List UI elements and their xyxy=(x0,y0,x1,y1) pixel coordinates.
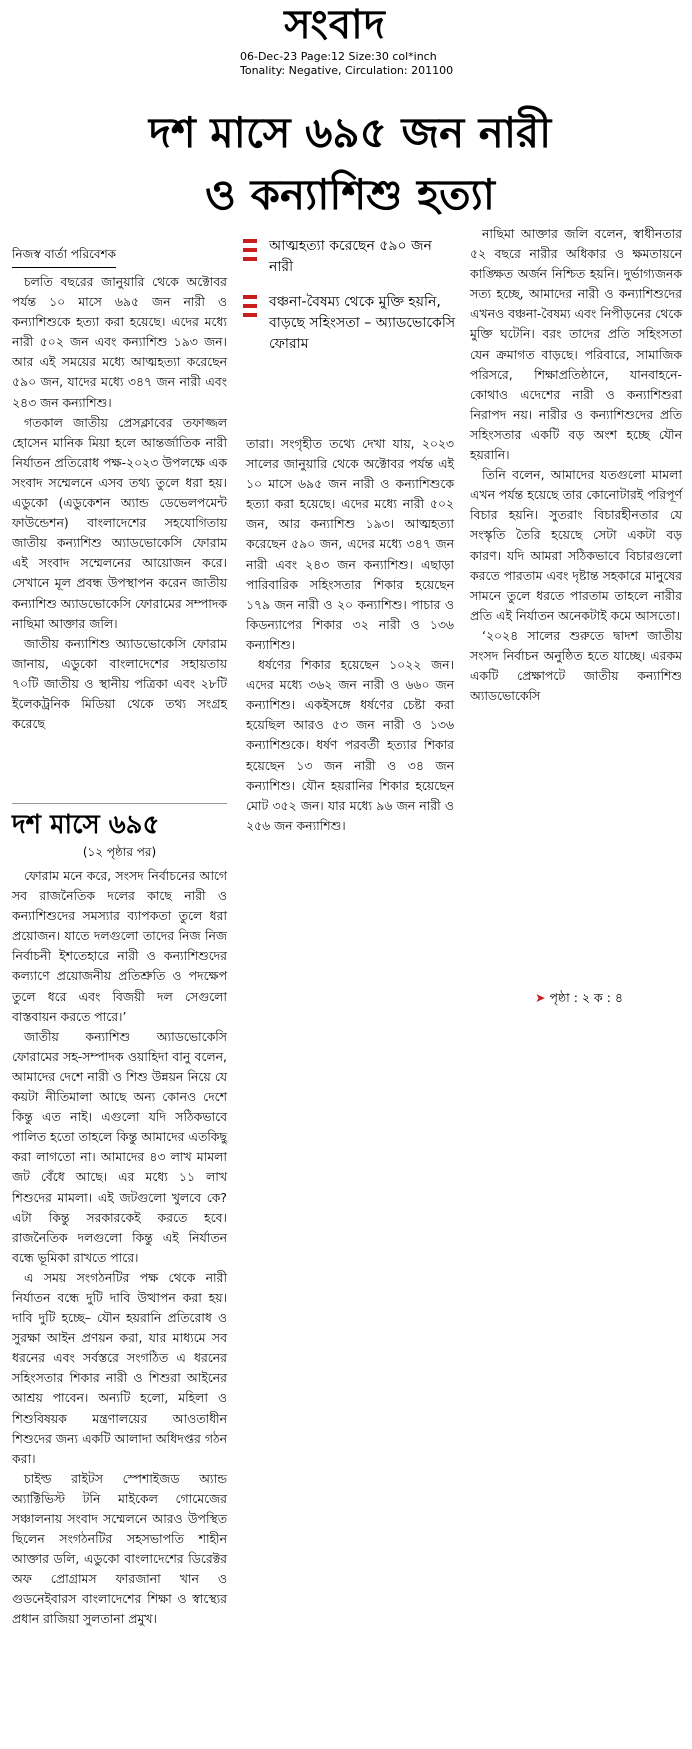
paragraph: ধর্ষণের শিকার হয়েছেন ১০২২ জন। এদের মধ্যে ৩৬২ জন নারী ও ৬৬০ জন কন্যাশিশু। একইসঙ্গে ধর্ষণের চেষ্টা করা হয়েছিল আরও ৫৩ জন নারী ও ১৩৬ কন্যাশিশুকে। ধর্ষণ পরবর্তী হত্যার শিকার হয়েছেন ১৩ জন নারী ও ৩৪ জন কন্যাশিশু। যৌন হয়রানির শিকার হয়েছেন মোট ৩৫২ জন। যার মধ্যে ৯৬ জন নারী ও ২৫৬ জন কন্যাশিশু। xyxy=(246,657,454,833)
paragraph: জাতীয় কন্যাশিশু অ্যাডভোকেসি ফোরাম জানায়, এডুকো বাংলাদেশের সহায়তায় ৭০টি জাতীয় ও স্থানীয় পত্রিকা এবং ২৮টি ইলেকট্রনিক মিডিয়া থেকে তথ্য সংগ্রহ করেছে xyxy=(12,635,227,732)
continuation-column xyxy=(12,866,227,1630)
page-ref-text: পৃষ্ঠা : ২ ক : ৪ xyxy=(549,990,624,1005)
highlight-box-suicide xyxy=(243,236,458,278)
paragraph: তারা। সংগৃহীত তথ্যে দেখা যায়, ২০২৩ সালের জানুয়ারি থেকে অক্টোবর পর্যন্ত এই ১০ মাসে ৬৯৫ জন নারী ও কন্যাশিশুকে হত্যা করা হয়েছে। এদের মধ্যে নারী ৫০২ জন, আর কন্যাশিশু ১৯৩। আত্মহত্যা করেছেন ৫৯০ জন, এদের মধ্যে ৩৪৭ জন নারী এবং ২৪৩ জন কন্যাশিশু। এছাড়া পারিবারিক সহিংসতার শিকার হয়েছেন ১৭৯ জন নারী ও ২০ কন্যাশিশু। পাচার ও কিডন্যাপের শিকার ৩২ নারী ও ১৩৬ কন্যাশিশু। xyxy=(246,436,454,652)
article-headline xyxy=(55,102,645,226)
paragraph: ফোরাম মনে করে, সংসদ নির্বাচনের আগে সব রাজনৈতিক দলের কাছে নারী ও কন্যাশিশুদের সমস্যার ব্যাপকতা তুলে ধরা প্রয়োজন। যাতে দলগুলো তাদের নিজ নিজ নির্বাচনী ইশতেহারে নারী ও কন্যাশিশুদের কল্যাণে প্রয়োজনীয় প্রতিশ্রুতি ও পদক্ষেপ তুলে ধরে এবং বিজয়ী দল সেগুলো বাস্তবায়ন করতে পারে।’ xyxy=(12,868,227,1024)
clipping-meta-tonality: Tonality: Negative, Circulation: 201100 xyxy=(240,64,454,77)
red-bars-icon xyxy=(243,295,257,322)
highlight-box-forum xyxy=(243,292,458,355)
continuation-subtitle: (১২ পৃষ্ঠার পর) xyxy=(82,845,157,859)
paragraph: চাইল্ড রাইটস স্পেশাইজড অ্যান্ড অ্যাক্টিভিস্ট টনি মাইকেল গোমেজের সঞ্চালনায় সংবাদ সম্মেলনে আরও উপস্থিত ছিলেন সংগঠনটির সহসভাপতি শাহীন আক্তার ডলি, এডুকো বাংলাদেশের ডিরেক্টর অফ প্রোগ্রামস ফারজানা খান ও গুডনেইবারস বাংলাদেশের শিক্ষা ও স্বাস্থ্যের প্রধান রাজিয়া সুলতানা প্রমুখ। xyxy=(12,1470,227,1627)
paragraph: চলতি বছরের জানুয়ারি থেকে অক্টোবর পর্যন্ত ১০ মাসে ৬৯৫ জন নারী ও কন্যাশিশুকে হত্যা করা হয়েছে। এদের মধ্যে নারী ৫০২ জন এবং কন্যাশিশু ১৯৩ জন। আর এই সময়ের মধ্যে আত্মহত্যা করেছেন ৫৯০ জন, যাদের মধ্যে ৩৪৭ জন নারী এবং ২৪৩ জন কন্যাশিশু। xyxy=(12,274,227,410)
article-column-1 xyxy=(12,272,227,734)
continuation-headline: দশ মাসে ৬৯৫ xyxy=(12,810,160,840)
clipping-meta xyxy=(240,50,500,78)
paragraph: ‘২০২৪ সালের শুরুতে দ্বাদশ জাতীয় সংসদ নির্বাচন অনুষ্ঠিত হতে যাচ্ছে। এরকম একটি প্রেক্ষাপটে জাতীয় কন্যাশিশু অ্যাডভোকেসি xyxy=(470,627,682,704)
paragraph: নাছিমা আক্তার জলি বলেন, স্বাধীনতার ৫২ বছরে নারীর অধিকার ও ক্ষমতায়নে কাঙ্ক্ষিত অর্জন নিশ্চিত হয়নি। দুর্ভাগ্যজনক সত্য হচ্ছে, আমাদের নারী ও কন্যাশিশুদের এখনও বঞ্চনা-বৈষম্য এবং নিপীড়নের থেকে মুক্তি ঘটেনি। বরং তাদের প্রতি সহিংসতা যেন ক্রমাগত বাড়ছে। পরিবারে, সামাজিক পরিসরে, শিক্ষাপ্রতিষ্ঠানে, যানবাহনে-কোথাও এদেশের নারী ও কন্যাশিশুরা নিরাপদ নয়। নারীর ও কন্যাশিশুদের প্রতি সহিংসতার একটি বড় অংশ হচ্ছে যৌন হয়রানি। xyxy=(470,226,682,463)
headline-line-2: ও কন্যাশিশু হত্যা xyxy=(205,170,495,219)
newspaper-masthead: সংবাদ xyxy=(284,2,386,48)
paragraph: তিনি বলেন, আমাদের যতগুলো মামলা এখন পর্যন্ত হয়েছে তার কোনোটারই পরিপূর্ণ বিচার হয়নি। সুতরাং বিচারহীনতার যে সংস্কৃতি তৈরি হয়েছে সেটা একটা বড় কারণ। যদি আমরা সঠিকভাবে বিচারগুলো করতে পারতাম এবং দৃষ্টান্ত সহকারে মানুষের সামনে তুলে ধরতে পারতাম তাহলে নারীর প্রতি এই নির্যাতন অনেকটাই কমে আসতো। xyxy=(470,467,682,623)
headline-line-1: দশ মাসে ৬৯৫ জন নারী xyxy=(148,108,552,157)
byline: নিজস্ব বার্তা পরিবেশক xyxy=(12,246,116,268)
continued-on-page-ref xyxy=(535,990,623,1010)
paragraph: গতকাল জাতীয় প্রেসক্লাবের তফাজ্জল হোসেন মানিক মিয়া হলে আন্তর্জাতিক নারী নির্যাতন প্রতিরোধ পক্ষ-২০২৩ উপলক্ষে এক সংবাদ সম্মেলনে এসব তথ্য তুলে ধরা হয়। এডুকো (এডুকেশন অ্যান্ড ডেভেলপমেন্ট ফাউন্ডেশন) বাংলাদেশের সহযোগিতায় জাতীয় কন্যাশিশু অ্যাডভোকেসি ফোরাম এই সংবাদ সম্মেলনের আয়োজন করে। সেখানে মূল প্রবন্ধ উপস্থাপন করেন জাতীয় কন্যাশিশু অ্যাডভোকেসি ফোরামের সম্পাদক নাছিমা আক্তার জলি। xyxy=(12,414,227,631)
clipping-meta-date-size: 06-Dec-23 Page:12 Size:30 col*inch xyxy=(240,50,437,63)
red-bars-icon xyxy=(243,239,257,266)
highlight-text: আত্মহত্যা করেছেন ৫৯০ জন নারী xyxy=(269,238,432,275)
highlight-text: বঞ্চনা-বৈষম্য থেকে মুক্তি হয়নি, বাড়ছে সহিংসতা – অ্যাডভোকেসি ফোরাম xyxy=(269,294,456,352)
divider xyxy=(12,803,227,804)
article-column-3 xyxy=(470,224,682,706)
paragraph: জাতীয় কন্যাশিশু অ্যাডভোকেসি ফোরামের সহ-সম্পাদক ওয়াহিদা বানু বলেন, আমাদের দেশে নারী ও শিশু উন্নয়ন নিয়ে যে কয়টা নীতিমালা আছে অন্য কোনও দেশে কিন্তু এত নাই। এগুলো যদি সঠিকভাবে পালিত হতো তাহলে কিন্তু আমাদের এতকিছু করা লাগতো না। আমাদের ৪৩ লাখ মামলা জট বেঁধে আছে। এর মধ্যে ১১ লাখ শিশুদের মামলা। এই জটগুলো খুলবে কে? এটা কিন্তু সরকারকেই করতে হবে। রাজনৈতিক দলগুলো কিন্তু এই নির্যাতন বন্ধে ভূমিকা রাখতে পারে। xyxy=(12,1028,227,1265)
paragraph: এ সময় সংগঠনটির পক্ষ থেকে নারী নির্যাতন বন্ধে দুটি দাবি উত্থাপন করা হয়। দাবি দুটি হচ্ছে– যৌন হয়রানি প্রতিরোধ ও সুরক্ষা আইন প্রণয়ন করা, যার মাধ্যমে সব ধরনের এবং সর্বস্তরে সংগঠিত এ ধরনের সহিংসতার শিকার নারী ও শিশুরা আইনের আশ্রয় পাবেন। অন্যটি হলো, মহিলা ও শিশুবিষয়ক মন্ত্রণালয়ের আওতাধীন শিশুদের জন্য একটি আলাদা অধিদপ্তর গঠন করা। xyxy=(12,1269,227,1466)
article-column-2 xyxy=(246,434,454,836)
red-arrow-icon: ➤ xyxy=(535,990,546,1005)
